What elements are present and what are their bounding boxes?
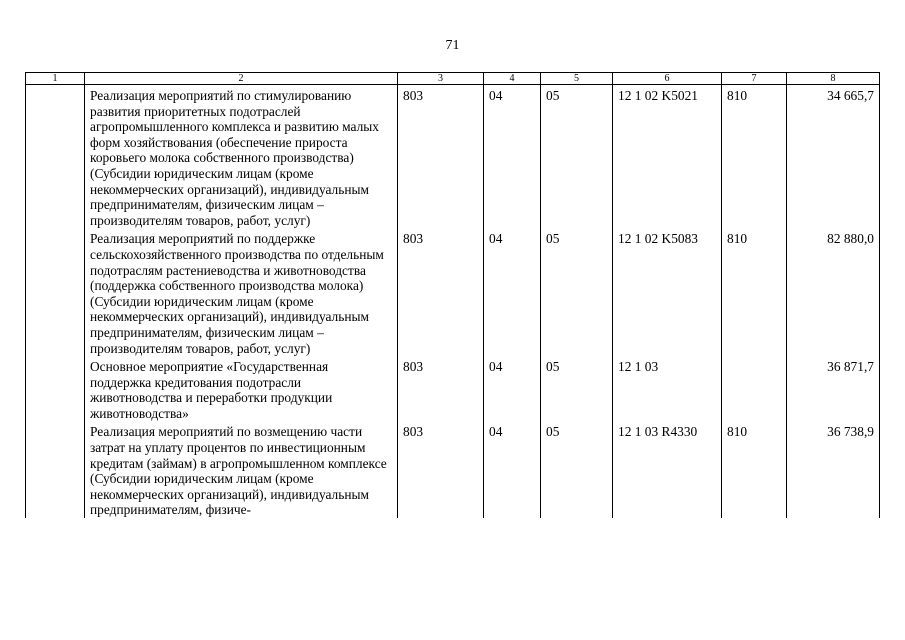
amount-cell: 36 738,9	[787, 421, 880, 518]
subsection-code-cell: 05	[541, 356, 613, 421]
row-number-cell	[26, 228, 85, 356]
target-code-cell: 12 1 02 K5021	[613, 85, 722, 229]
table-row	[26, 228, 880, 356]
row-number-cell	[26, 421, 85, 518]
section-code-cell: 04	[484, 85, 541, 229]
expense-name-cell: Реализация мероприятий по возмещению части затрат на уплату процентов по инвестиционным кредитам (займам) в агропромышленном комплексе (Субсидии юридическим лицам (кроме некоммерческих организаций), индивидуальным предпринимателям, физиче-	[85, 421, 398, 518]
column-header-5: 5	[541, 73, 613, 85]
column-header-6: 6	[613, 73, 722, 85]
column-header-8: 8	[787, 73, 880, 85]
table-row	[26, 85, 880, 229]
expense-name-cell: Основное мероприятие «Государственная поддержка кредитования подотрасли животноводства и переработки продукции животноводства»	[85, 356, 398, 421]
column-header-2: 2	[85, 73, 398, 85]
expense-type-cell	[722, 356, 787, 421]
target-code-cell: 12 1 03	[613, 356, 722, 421]
subsection-code-cell: 05	[541, 228, 613, 356]
table-header-row	[26, 73, 880, 85]
table-row	[26, 421, 880, 518]
subsection-code-cell: 05	[541, 85, 613, 229]
column-header-7: 7	[722, 73, 787, 85]
column-header-1: 1	[26, 73, 85, 85]
expense-name-cell: Реализация мероприятий по поддержке сельскохозяйственного производства по отдельным подотраслям растениеводства и животноводства (поддержка собственного производства молока) (Субсидии юридическим лицам (кроме некоммерческих организаций), индивидуальным предпринимателям, физическим лицам – производителям товаров, работ, услуг)	[85, 228, 398, 356]
amount-cell: 34 665,7	[787, 85, 880, 229]
target-code-cell: 12 1 02 K5083	[613, 228, 722, 356]
ministry-code-cell: 803	[398, 85, 484, 229]
ministry-code-cell: 803	[398, 356, 484, 421]
expense-type-cell: 810	[722, 421, 787, 518]
table-row	[26, 356, 880, 421]
row-number-cell	[26, 356, 85, 421]
target-code-cell: 12 1 03 R4330	[613, 421, 722, 518]
expense-type-cell: 810	[722, 228, 787, 356]
section-code-cell: 04	[484, 356, 541, 421]
column-header-4: 4	[484, 73, 541, 85]
amount-cell: 36 871,7	[787, 356, 880, 421]
budget-table	[25, 72, 880, 518]
section-code-cell: 04	[484, 421, 541, 518]
section-code-cell: 04	[484, 228, 541, 356]
expense-type-cell: 810	[722, 85, 787, 229]
expense-name-cell: Реализация мероприятий по стимулированию развития приоритетных подотраслей агропромышленного комплекса и развитию малых форм хозяйствования (обеспечение прироста коровьего молока собственного производства) (Субсидии юридическим лицам (кроме некоммерческих организаций), индивидуальным предпринимателям, физическим лицам – производителям товаров, работ, услуг)	[85, 85, 398, 229]
ministry-code-cell: 803	[398, 228, 484, 356]
ministry-code-cell: 803	[398, 421, 484, 518]
subsection-code-cell: 05	[541, 421, 613, 518]
column-header-3: 3	[398, 73, 484, 85]
page-number: 71	[445, 38, 460, 53]
amount-cell: 82 880,0	[787, 228, 880, 356]
row-number-cell	[26, 85, 85, 229]
